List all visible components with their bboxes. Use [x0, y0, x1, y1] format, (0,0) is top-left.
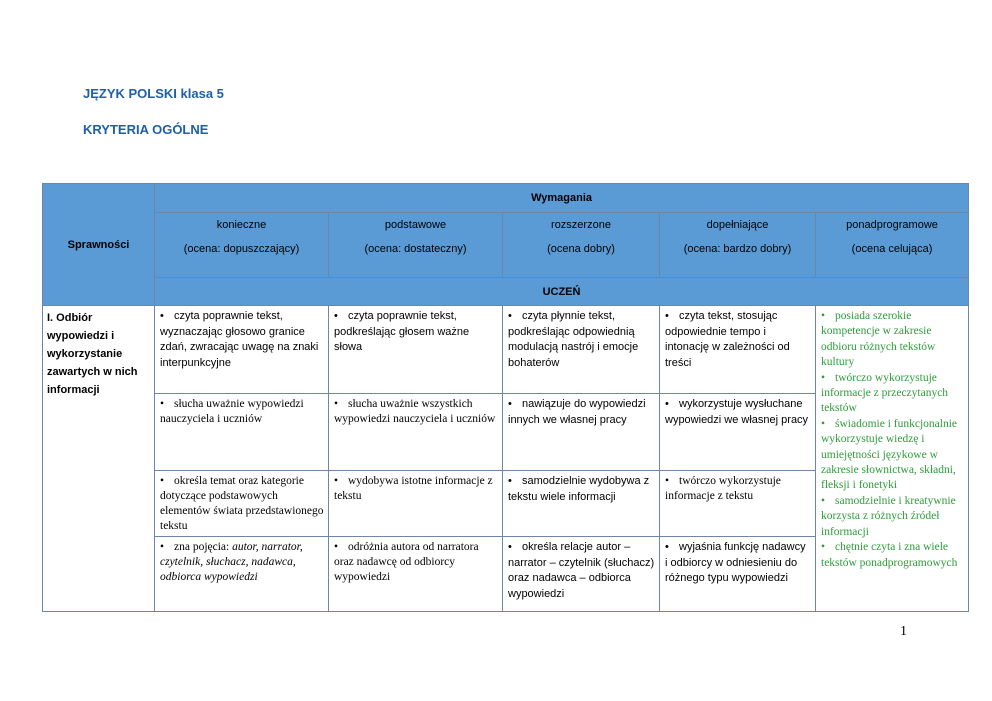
- top-level-criteria: [816, 306, 969, 612]
- bullet-icon: •: [665, 310, 669, 322]
- bullet-icon: •: [508, 310, 512, 322]
- bullet-icon: •: [160, 310, 164, 322]
- criterion-text: samodzielnie wydobywa z tekstu wiele informacji: [508, 475, 650, 503]
- criterion-terms: autor, narrator, czytelnik, słuchacz, nadawca, odbiorca wypowiedzi: [160, 541, 303, 583]
- student-header: UCZEŃ: [155, 278, 969, 306]
- criterion-text: słucha uważnie wypowiedzi nauczyciela i uczniów: [160, 398, 304, 425]
- criterion-text: nawiązuje do wypowiedzi innych we własnej pracy: [508, 398, 646, 426]
- criterion-item: [821, 417, 964, 494]
- criterion-text: samodzielnie i kreatywnie korzysta z różnych źródeł informacji: [821, 494, 956, 538]
- criterion-text: twórczo wykorzystuje informacje z tekstu: [665, 475, 781, 502]
- bullet-icon: •: [821, 494, 826, 507]
- criterion-text: czyta tekst, stosując odpowiednie tempo i intonację w zależności od treści: [665, 310, 790, 369]
- level-name: podstawowe: [384, 219, 447, 231]
- level-grade: (ocena dobry): [547, 243, 615, 255]
- bullet-icon: •: [665, 541, 669, 553]
- criterion-text: wykorzystuje wysłuchane wypowiedzi we własnej pracy: [665, 398, 809, 426]
- requirements-header: Wymagania: [155, 184, 969, 213]
- level-name: dopełniające: [706, 219, 769, 231]
- criterion-cell: [503, 394, 660, 471]
- document-subtitle: KRYTERIA OGÓLNE: [83, 122, 209, 137]
- level-name: ponadprogramowe: [846, 219, 938, 231]
- criterion-cell: [329, 471, 503, 537]
- level-grade: (ocena: dostateczny): [364, 243, 467, 255]
- criterion-text: posiada szerokie kompetencje w zakresie odbioru różnych tekstów kultury: [821, 310, 936, 369]
- criterion-text: czyta poprawnie tekst, wyznaczając głosowo granice zdań, zwracając uwagę na znaki interpunkcyjne: [160, 310, 319, 369]
- skill-name: I. Odbiór wypowiedzi i wykorzystanie zawartych w nich informacji: [43, 306, 155, 612]
- criterion-item: [821, 309, 964, 371]
- bullet-icon: •: [508, 541, 512, 553]
- criterion-text: czyta poprawnie tekst, podkreślając głosem ważne słowa: [334, 310, 470, 353]
- level-header: [329, 213, 503, 278]
- bullet-icon: •: [821, 371, 826, 384]
- skills-header: Sprawności: [43, 184, 155, 306]
- level-grade: (ocena: bardzo dobry): [683, 243, 792, 255]
- requirements-table: [42, 183, 969, 612]
- criterion-text: odróżnia autora od narratora oraz nadawcę od odbiorcy wypowiedzi: [334, 541, 479, 583]
- criterion-text-prefix: zna pojęcia:: [174, 541, 233, 553]
- criterion-item: [821, 540, 964, 571]
- bullet-icon: •: [821, 541, 826, 554]
- bullet-icon: •: [821, 310, 826, 322]
- bullet-icon: •: [508, 398, 512, 410]
- criterion-item: [821, 494, 964, 540]
- bullet-icon: •: [160, 475, 165, 487]
- criterion-cell: [329, 306, 503, 394]
- criterion-cell: [503, 537, 660, 612]
- bullet-icon: •: [334, 541, 339, 553]
- criterion-cell: [660, 394, 816, 471]
- bullet-icon: •: [821, 417, 826, 430]
- criterion-text: słucha uważnie wszystkich wypowiedzi nauczyciela i uczniów: [334, 398, 496, 425]
- criterion-cell: [155, 537, 329, 612]
- criterion-text: czyta płynnie tekst, podkreślając odpowiednią modulacją nastrój i emocje bohaterów: [508, 310, 639, 369]
- criterion-cell: [503, 306, 660, 394]
- level-header: [816, 213, 969, 278]
- bullet-icon: •: [334, 398, 339, 410]
- level-grade: (ocena: dopuszczający): [183, 243, 300, 255]
- level-name: konieczne: [216, 219, 267, 231]
- criterion-cell: [155, 394, 329, 471]
- criterion-cell: [155, 471, 329, 537]
- criterion-text: świadomie i funkcjonalnie wykorzystuje wiedzę i umiejętności językowe w zakresie słownictwa, składni, fleksji i fonetyki: [821, 417, 957, 492]
- page-number: 1: [900, 624, 907, 639]
- criterion-text: chętnie czyta i zna wiele tekstów ponadprogramowych: [821, 541, 958, 569]
- criterion-cell: [660, 537, 816, 612]
- criterion-text: określa temat oraz kategorie dotyczące podstawowych elementów świata przedstawionego tekstu: [160, 475, 324, 532]
- criterion-cell: [503, 471, 660, 537]
- document-title: JĘZYK POLSKI klasa 5: [83, 86, 224, 101]
- bullet-icon: •: [665, 398, 669, 410]
- bullet-icon: •: [160, 541, 165, 553]
- criterion-text: wydobywa istotne informacje z tekstu: [334, 475, 493, 502]
- level-header: [503, 213, 660, 278]
- criterion-item: [821, 371, 964, 417]
- bullet-icon: •: [665, 475, 670, 487]
- criterion-cell: [660, 471, 816, 537]
- bullet-icon: •: [508, 475, 512, 487]
- bullet-icon: •: [334, 475, 339, 487]
- criterion-cell: [155, 306, 329, 394]
- criterion-cell: [660, 306, 816, 394]
- level-name: rozszerzone: [551, 219, 611, 231]
- level-header: [155, 213, 329, 278]
- criterion-text: twórczo wykorzystuje informacje z przeczytanych tekstów: [821, 371, 949, 415]
- bullet-icon: •: [160, 398, 165, 410]
- level-grade: (ocena celująca): [851, 243, 933, 255]
- criterion-cell: [329, 394, 503, 471]
- criterion-cell: [329, 537, 503, 612]
- criterion-text: określa relacje autor – narrator – czytelnik (słuchacz) oraz nadawca – odbiorca wypowiedzi: [508, 541, 655, 600]
- bullet-icon: •: [334, 310, 338, 322]
- level-header: [660, 213, 816, 278]
- criterion-text: wyjaśnia funkcję nadawcy i odbiorcy w odniesieniu do różnego typu wypowiedzi: [665, 541, 806, 584]
